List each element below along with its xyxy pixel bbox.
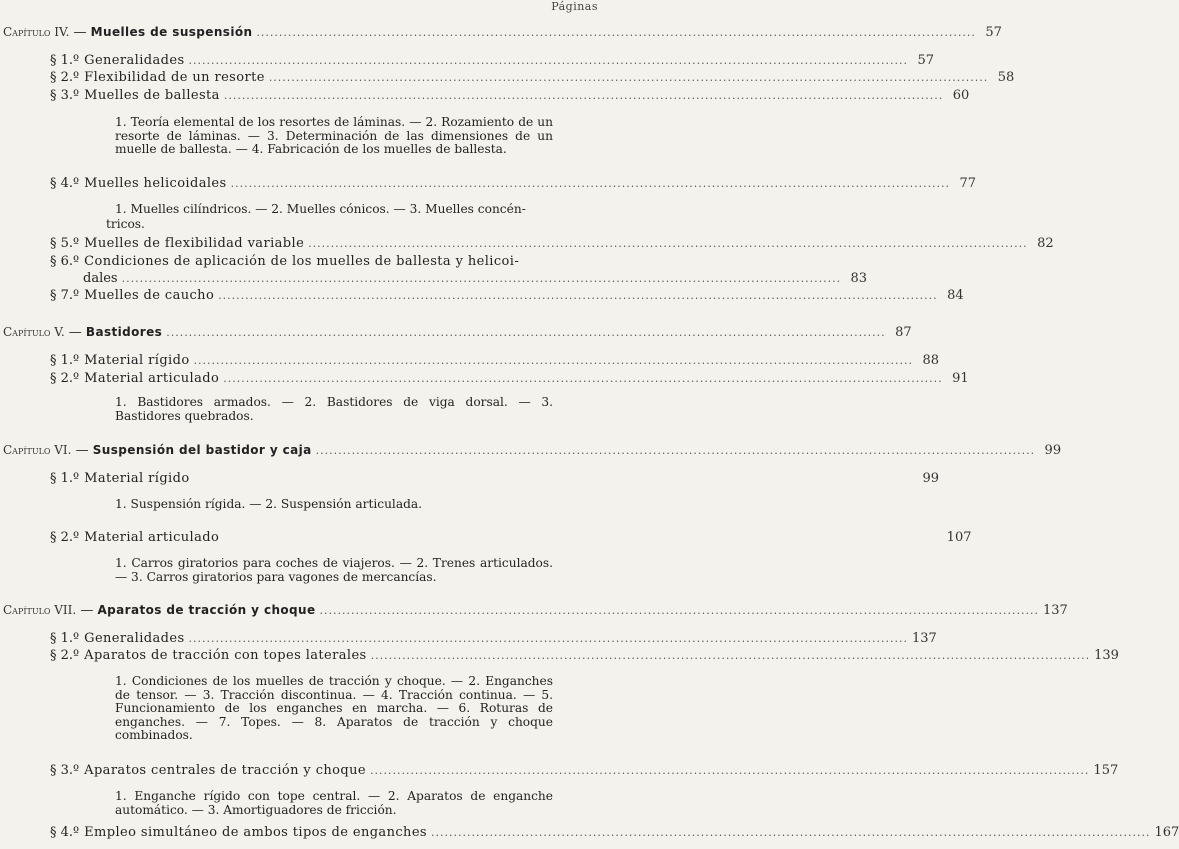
subsection-list-continued: tricos. — [106, 217, 145, 231]
subsection-list: 1. Suspensión rígida. — 2. Suspensión articulada. — [115, 497, 423, 511]
section-entry: § 7.º Muelles de caucho ..... 84 — [0, 288, 653, 306]
dot-leader — [122, 272, 841, 285]
section-title: Generalidades — [84, 53, 185, 68]
section-entry: § 1.º Generalidades ..... 137 — [0, 631, 653, 649]
page-number: 58 — [997, 70, 1015, 85]
dot-leader — [371, 649, 1090, 662]
page-number: 83 — [850, 271, 868, 286]
chapter-label: Capítulo VI. — [3, 443, 72, 457]
page-number: 84 — [947, 288, 964, 303]
chapter-title: Muelles de suspensión — [90, 25, 253, 39]
dot-leader — [218, 289, 937, 302]
section-entry: § 4.º Empleo simultáneo de ambos tipos de enganches ..... 167 — [0, 825, 653, 843]
chapter-iv-entry: Capítulo IV. — Muelles de suspensión ..... 57 — [0, 25, 606, 43]
section-title: dales — [83, 271, 118, 286]
dot-leader — [316, 444, 1035, 457]
dot-leader — [269, 71, 988, 84]
subsection-list: 1. Muelles cilíndricos. — 2. Muelles cónicos. — 3. Muelles concén- — [115, 202, 526, 216]
chapter-label: Capítulo V. — [3, 325, 65, 339]
section-entry: § 1.º Material rígido 99 — [50, 471, 940, 486]
section-title: Muelles helicoidales — [84, 176, 227, 191]
dot-leader — [224, 89, 943, 102]
chapter-v-entry: Capítulo V. — Bastidores ..... 87 — [0, 325, 606, 343]
subsection-list: 1. Teoría elemental de los resortes de láminas. — 2. Rozamiento de un resorte de láminas. — 3. Determinación de las dimensiones de un muelle de ballesta. — 4. Fabricación de los muelles de ballesta. — [115, 115, 553, 157]
section-title: Aparatos de tracción con topes laterales — [84, 648, 367, 663]
page-number: 88 — [922, 353, 940, 368]
section-entry: § 2.º Material articulado ..... 91 — [0, 371, 653, 389]
page-number: 167 — [1154, 825, 1179, 840]
section-title: Material rígido — [84, 353, 190, 368]
chapter-title: Aparatos de tracción y choque — [97, 603, 316, 617]
section-title: Generalidades — [84, 631, 185, 646]
page-number: 99 — [1044, 443, 1062, 458]
page-number: 137 — [1042, 603, 1068, 618]
page-number: 57 — [917, 53, 934, 68]
section-entry: § 4.º Muelles helicoidales ..... 77 — [0, 176, 653, 194]
page-number: 137 — [912, 631, 937, 646]
section-entry-continued — [0, 271, 868, 289]
chapter-vii-entry: Capítulo VII. — Aparatos de tracción y choque ..... 137 — [0, 603, 606, 621]
section-title: Aparatos centrales de tracción y choque — [84, 763, 366, 778]
subsection-list: 1. Enganche rígido con tope central. — 2. Aparatos de enganche automático. — 3. Amortiguadores de fricción. — [115, 789, 553, 817]
page-number: 99 — [922, 471, 940, 486]
page-number: 60 — [952, 88, 970, 103]
page-number: 57 — [985, 25, 1002, 40]
chapter-label: Capítulo VII. — [3, 603, 77, 617]
page-number: 77 — [959, 176, 977, 191]
dot-leader — [308, 237, 1027, 250]
dot-leader — [431, 826, 1150, 839]
subsection-list: 1. Condiciones de los muelles de tracción y choque. — 2. Enganches de tensor. — 3. Tracción discontinua. — 4. Tracción continua. — 5. Funcionamiento de los enganches en marcha. — 6. Roturas de enganches. — 7. Topes. — 8. Aparatos de tracción y choque combinados. — [115, 674, 553, 743]
section-title: Material articulado — [84, 371, 220, 386]
page-number: 157 — [1093, 763, 1119, 778]
section-entry: § 1.º Material rígido ..... 88 — [0, 353, 653, 371]
section-entry: § 2.º Flexibilidad de un resorte ..... 58 — [0, 70, 653, 88]
dot-leader — [189, 632, 908, 645]
section-entry: § 2.º Aparatos de tracción con topes laterales ..... 139 — [0, 648, 653, 666]
dot-leader — [370, 764, 1089, 777]
page-number: 82 — [1037, 236, 1054, 251]
section-entry: § 3.º Muelles de ballesta ..... 60 — [0, 88, 653, 106]
chapter-label: Capítulo IV. — [3, 25, 70, 39]
section-title: Muelles de caucho — [84, 288, 215, 303]
dot-leader — [256, 26, 975, 39]
subsection-list: 1. Carros giratorios para coches de viajeros. — 2. Trenes articulados. — 3. Carros giratorios para vagones de mercancías. — [115, 556, 553, 584]
section-entry: § 2.º Material articulado 107 — [50, 530, 972, 545]
dot-leader — [166, 326, 885, 339]
dot-leader — [189, 54, 908, 67]
subsection-list: 1. Bastidores armados. — 2. Bastidores de viga dorsal. — 3. Bastidores quebrados. — [115, 395, 553, 423]
paginas-header: Páginas — [551, 0, 598, 13]
chapter-vi-entry: Capítulo VI. — Suspensión del bastidor y caja ..... 99 — [0, 443, 606, 461]
section-entry: § 5.º Muelles de flexibilidad variable ..... 82 — [0, 236, 653, 254]
section-title: Empleo simultáneo de ambos tipos de enganches — [84, 825, 427, 840]
chapter-title: Suspensión del bastidor y caja — [92, 443, 312, 457]
page-number: 139 — [1094, 648, 1119, 663]
dot-leader — [231, 177, 950, 190]
section-title: Muelles de flexibilidad variable — [84, 236, 305, 251]
section-title: Muelles de ballesta — [84, 88, 220, 103]
section-entry: § 3.º Aparatos centrales de tracción y choque ..... 157 — [0, 763, 653, 781]
section-title: Material rígido — [84, 471, 190, 486]
section-title: Flexibilidad de un resorte — [84, 70, 265, 85]
dot-leader — [223, 372, 942, 385]
section-entry: § 6.º Condiciones de aplicación de los muelles de ballesta y helicoi- — [50, 254, 520, 269]
section-title: Condiciones de aplicación de los muelles de ballesta y helicoi- — [84, 254, 520, 269]
page-number: 107 — [946, 530, 972, 545]
dot-leader — [194, 354, 913, 367]
section-entry: § 1.º Generalidades ..... 57 — [0, 53, 653, 71]
page-number: 87 — [895, 325, 912, 340]
section-title: Material articulado — [84, 530, 220, 545]
dot-leader — [320, 604, 1039, 617]
chapter-title: Bastidores — [85, 325, 163, 339]
page-number: 91 — [952, 371, 969, 386]
